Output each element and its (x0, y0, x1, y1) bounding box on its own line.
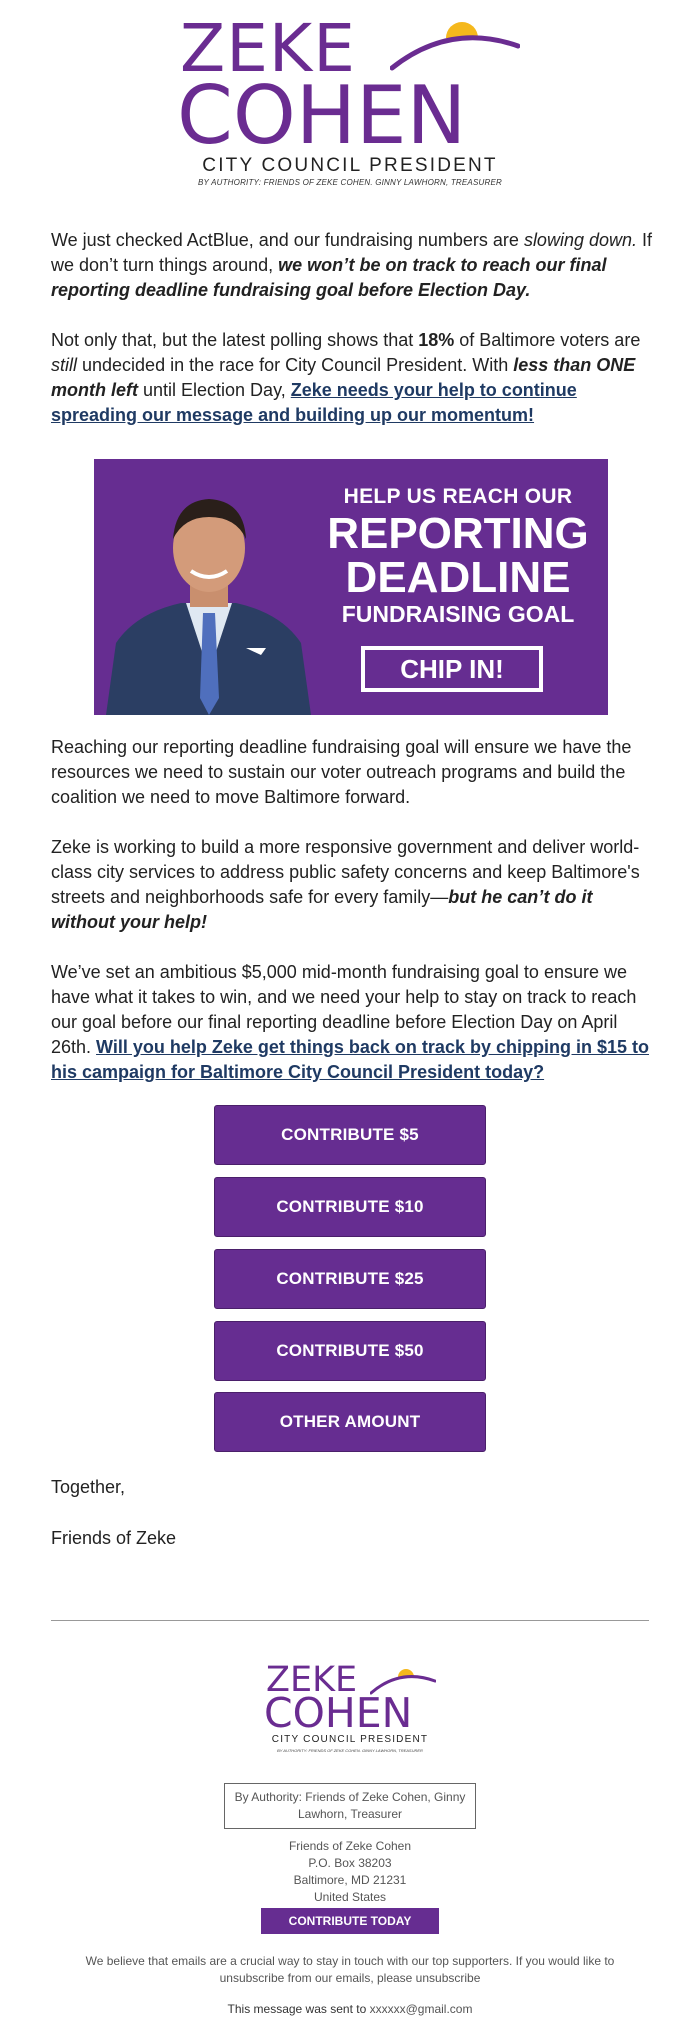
contribute-10-button[interactable]: CONTRIBUTE $10 (214, 1177, 486, 1237)
text: Zeke is working to build a more responsive government and deliver world-class city services to address public safety concerns and keep Baltimore's streets and neighborhoods safe for every family— (51, 837, 640, 907)
logo-authority: BY AUTHORITY: FRIENDS OF ZEKE COHEN. GINNY LAWHORN, TREASURER (198, 178, 502, 187)
footer-divider (51, 1620, 649, 1621)
candidate-photo (106, 473, 316, 715)
footer-sun-arc-icon (370, 1665, 436, 1697)
emphasis: slowing down. (523, 230, 637, 250)
contribute-25-button[interactable]: CONTRIBUTE $25 (214, 1249, 486, 1309)
address-line: Friends of Zeke Cohen (288, 1839, 412, 1853)
text: until Election Day, (138, 380, 291, 400)
sent-to-line (70, 2001, 630, 2018)
footer-logo-line2: COHEN (264, 1689, 413, 1737)
momentum-link[interactable]: Zeke needs your help to continue spreading our message and building up our momentum! (51, 380, 577, 425)
strong-emphasis: less than ONE month left (51, 355, 636, 400)
sent-prefix: This message was sent to (227, 2002, 370, 2016)
footer-logo (264, 1660, 436, 1755)
text: undecided in the race for City Council President. With (77, 355, 514, 375)
goal-paragraph: Reaching our reporting deadline fundraising goal will ensure we have the resources we need to sustain our voter outreach programs and build the coalition we need to move Baltimore forward. (51, 737, 632, 807)
text: of Baltimore voters are (454, 330, 641, 350)
campaign-logo (177, 10, 520, 194)
banner-line3: DEADLINE (345, 553, 571, 602)
authority-box: By Authority: Friends of Zeke Cohen, Ginny Lawhorn, Treasurer (224, 1783, 476, 1829)
strong: 18% (418, 330, 455, 350)
intro-paragraph (51, 228, 655, 303)
banner-line1: HELP US REACH OUR (343, 485, 573, 508)
text: If we don’t turn things around, (51, 230, 653, 275)
address-line: Baltimore, MD 21231 (293, 1873, 407, 1887)
contribute-5-button[interactable]: CONTRIBUTE $5 (214, 1105, 486, 1165)
text: We’ve set an ambitious $5,000 mid-month fundraising goal to ensure we have what it takes to win, and we need your help to stay on track to reach our goal before our final reporting deadline before Election Day on April 26th. (51, 962, 637, 1057)
contribute-today-button[interactable]: CONTRIBUTE TODAY (261, 1908, 439, 1934)
strong-emphasis: we won’t be on track to reach our final reporting deadline fundraising goal before Election Day. (51, 255, 607, 300)
address-line: P.O. Box 38203 (308, 1856, 392, 1870)
logo-line1: ZEKE (180, 10, 356, 87)
text: We just checked ActBlue, and our fundraising numbers are (51, 230, 524, 250)
sun-arc-icon (390, 16, 520, 76)
footer-logo-line1: ZEKE (266, 1660, 358, 1700)
unsubscribe-text (70, 1953, 630, 1987)
contribute-50-button[interactable]: CONTRIBUTE $50 (214, 1321, 486, 1381)
signoff-together: Together, (51, 1477, 126, 1497)
logo-line2: COHEN (177, 69, 467, 162)
chip-in-button[interactable]: CHIP IN! (361, 646, 543, 692)
polling-paragraph (51, 328, 655, 428)
strong-emphasis: but he can’t do it without your help! (51, 887, 593, 932)
address-line: United States (313, 1890, 387, 1904)
mission-paragraph (51, 835, 655, 935)
emphasis: still (51, 355, 77, 375)
ask-paragraph (51, 960, 655, 1085)
banner-line4: FUNDRAISING GOAL (341, 601, 575, 627)
banner-line2: REPORTING (327, 509, 589, 558)
other-amount-button[interactable]: OTHER AMOUNT (214, 1392, 486, 1452)
text: Not only that, but the latest polling shows that (51, 330, 419, 350)
signoff-name: Friends of Zeke (51, 1528, 177, 1548)
footer-logo-subtitle: CITY COUNCIL PRESIDENT (271, 1734, 429, 1745)
footer-logo-authority: BY AUTHORITY: FRIENDS OF ZEKE COHEN. GINNY LAWHORN, TREASURER (277, 1748, 423, 1753)
logo-subtitle: CITY COUNCIL PRESIDENT (202, 155, 498, 176)
unsubscribe-link[interactable]: We believe that emails are a crucial way to stay in touch with our top supporters. If you would like to unsubscribe from our emails, please unsubscribe (85, 1954, 615, 1985)
recipient-email: xxxxxx@gmail.com (369, 2002, 473, 2016)
chip-in-banner[interactable] (94, 459, 608, 715)
chip-in-link[interactable]: Will you help Zeke get things back on track by chipping in $15 to his campaign for Baltimore City Council President today? (51, 1037, 649, 1082)
